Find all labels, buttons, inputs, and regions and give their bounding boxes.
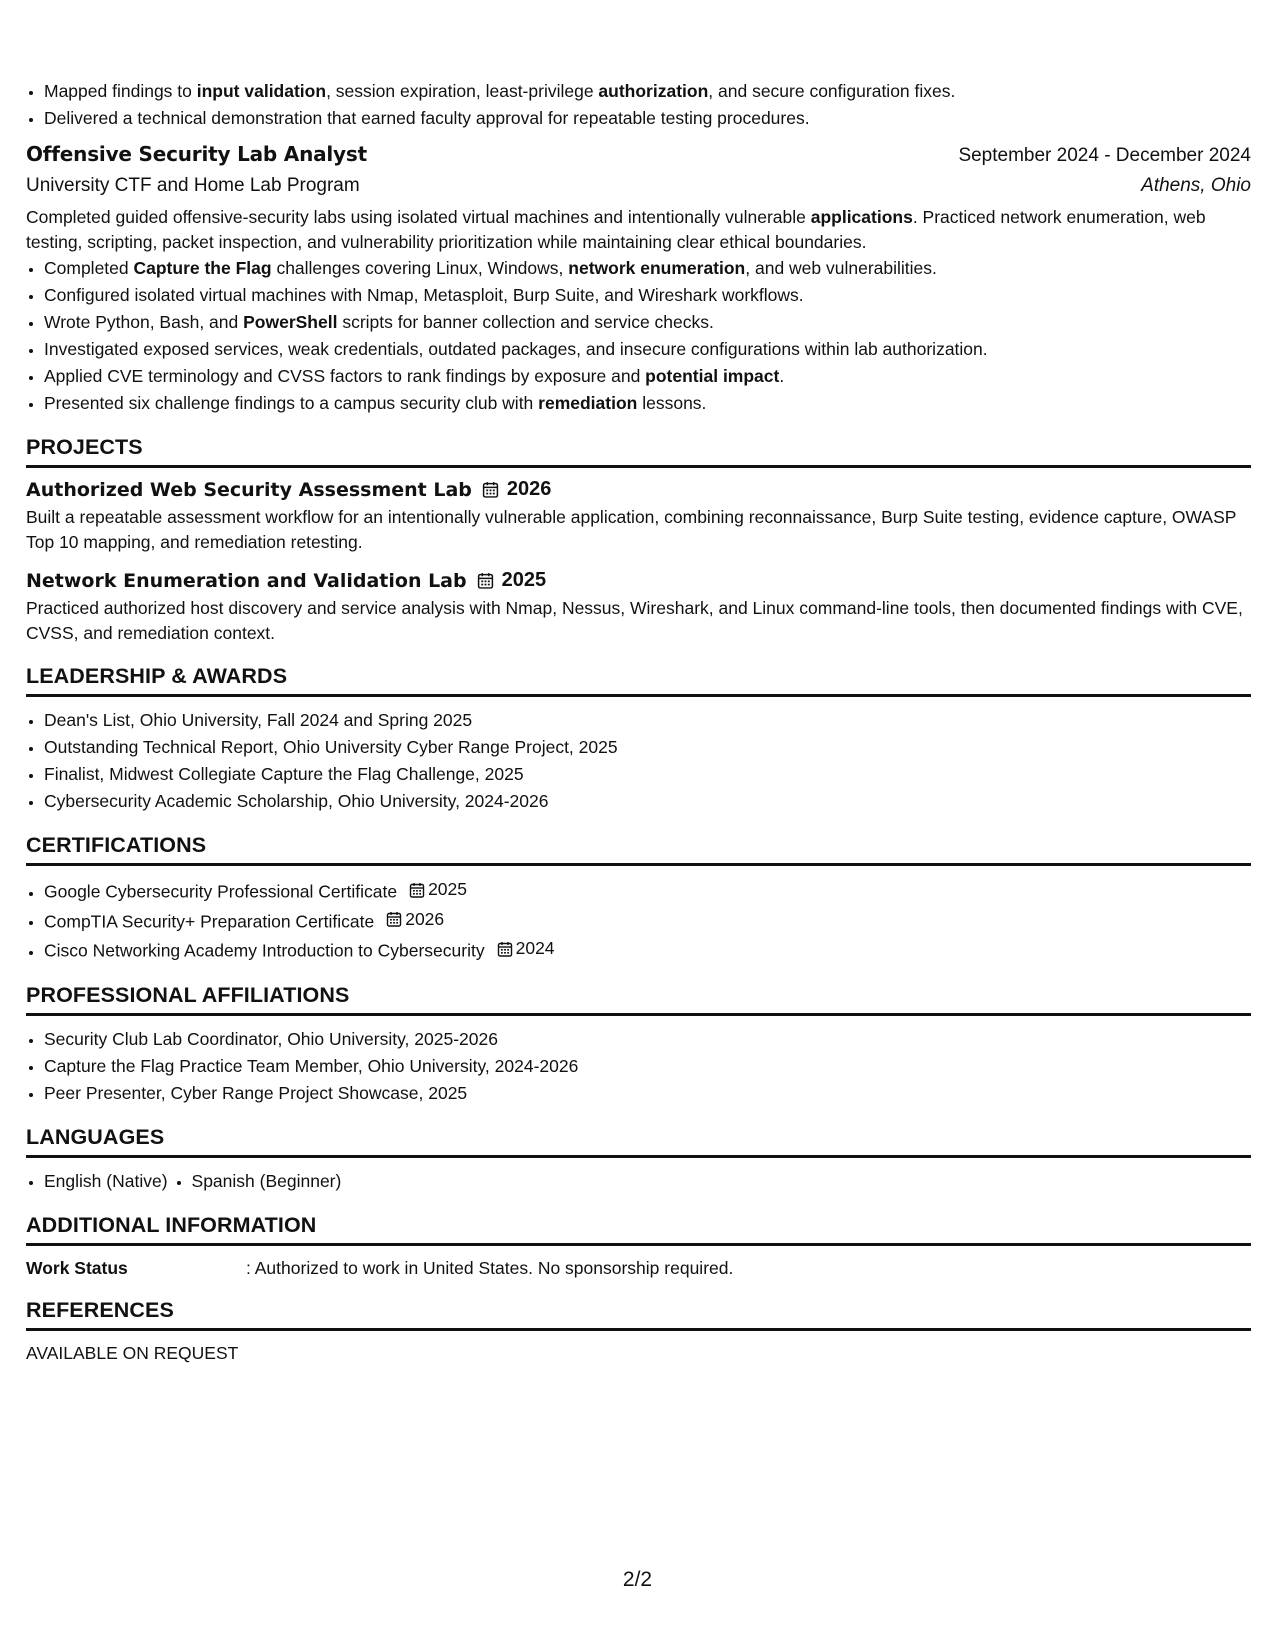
references-section bbox=[26, 1298, 1251, 1365]
project-year: 2026 bbox=[482, 478, 552, 501]
bullet-item: • Applied CVE terminology and CVSS factors to rank findings by exposure and potential impact. bbox=[44, 363, 1251, 390]
page-number: 2/2 bbox=[622, 1568, 653, 1591]
calendar-icon bbox=[477, 572, 494, 589]
projects-section bbox=[26, 435, 1251, 646]
bold-text: PowerShell bbox=[243, 312, 338, 332]
list-item: • Finalist, Midwest Collegiate Capture the Flag Challenge, 2025 bbox=[44, 761, 1251, 788]
job-subheader bbox=[26, 175, 1251, 197]
job-organization: University CTF and Home Lab Program bbox=[26, 175, 360, 196]
languages-list bbox=[26, 1168, 1251, 1195]
project-year: 2025 bbox=[477, 569, 547, 592]
certifications-list bbox=[26, 876, 1251, 965]
calendar-icon bbox=[482, 481, 499, 498]
certification-year: 2024 bbox=[497, 935, 555, 962]
section-title-projects: PROJECTS bbox=[26, 435, 1251, 468]
bold-text: input validation bbox=[196, 81, 327, 101]
certification-item bbox=[44, 876, 1251, 906]
section-title-languages: LANGUAGES bbox=[26, 1125, 1251, 1158]
section-title-certifications: CERTIFICATIONS bbox=[26, 833, 1251, 866]
job-entry bbox=[26, 142, 1251, 417]
job-bullets bbox=[26, 255, 1251, 417]
certification-year: 2025 bbox=[409, 876, 467, 903]
list-item: • Outstanding Technical Report, Ohio University Cyber Range Project, 2025 bbox=[44, 734, 1251, 761]
work-status-value: : Authorized to work in United States. No sponsorship required. bbox=[246, 1257, 734, 1278]
calendar-icon bbox=[497, 941, 513, 957]
bold-text: remediation bbox=[538, 393, 638, 413]
previous-role-bullets bbox=[26, 78, 1251, 132]
bullet-item: • Delivered a technical demonstration that earned faculty approval for repeatable testing procedures. bbox=[44, 105, 1251, 132]
project-item bbox=[26, 478, 1251, 555]
leadership-section bbox=[26, 664, 1251, 815]
job-header bbox=[26, 142, 1251, 167]
leadership-list bbox=[26, 707, 1251, 815]
bullet-item: • Mapped findings to input validation, session expiration, least-privilege authorization, and secure configuration fixes. bbox=[44, 78, 1251, 105]
section-title-references: REFERENCES bbox=[26, 1298, 1251, 1331]
project-header bbox=[26, 478, 1251, 501]
list-item: • Spanish (Beginner) bbox=[192, 1168, 342, 1195]
section-title-affiliations: PROFESSIONAL AFFILIATIONS bbox=[26, 983, 1251, 1016]
project-description: Built a repeatable assessment workflow for an intentionally vulnerable application, combining reconnaissance, Burp Suite testing, evidence capture, OWASP Top 10 mapping, and remediation retesting. bbox=[26, 507, 1237, 552]
job-dates: September 2024 - December 2024 bbox=[958, 145, 1251, 166]
job-title: Offensive Security Lab Analyst bbox=[26, 142, 367, 166]
job-location: Athens, Ohio bbox=[1141, 175, 1251, 196]
work-status-row bbox=[26, 1256, 1251, 1280]
project-name: Network Enumeration and Validation Lab bbox=[26, 569, 467, 592]
bullet-item: • Completed Capture the Flag challenges covering Linux, Windows, network enumeration, and web vulnerabilities. bbox=[44, 255, 1251, 282]
languages-section bbox=[26, 1125, 1251, 1195]
certification-name: Google Cybersecurity Professional Certificate bbox=[44, 881, 398, 902]
project-header bbox=[26, 569, 1251, 592]
bullet-item: • Configured isolated virtual machines with Nmap, Metasploit, Burp Suite, and Wireshark workflows. bbox=[44, 282, 1251, 309]
project-name: Authorized Web Security Assessment Lab bbox=[26, 478, 472, 501]
list-item: • Peer Presenter, Cyber Range Project Showcase, 2025 bbox=[44, 1080, 1251, 1107]
project-description: Practiced authorized host discovery and service analysis with Nmap, Nessus, Wireshark, and Linux command-line tools, then documented findings with CVE, CVSS, and remediation context. bbox=[26, 598, 1243, 643]
bullet-item: • Presented six challenge findings to a campus security club with remediation lessons. bbox=[44, 390, 1251, 417]
bold-text: Capture the Flag bbox=[133, 258, 272, 278]
list-item: • Dean's List, Ohio University, Fall 2024 and Spring 2025 bbox=[44, 707, 1251, 734]
affiliations-section bbox=[26, 983, 1251, 1107]
list-item: • Security Club Lab Coordinator, Ohio University, 2025-2026 bbox=[44, 1026, 1251, 1053]
resume-page bbox=[26, 78, 1251, 1365]
references-text: AVAILABLE ON REQUEST bbox=[26, 1342, 239, 1363]
bold-text: authorization bbox=[598, 81, 709, 101]
section-title-additional: ADDITIONAL INFORMATION bbox=[26, 1213, 1251, 1246]
bold-text: network enumeration bbox=[568, 258, 746, 278]
section-title-leadership: LEADERSHIP & AWARDS bbox=[26, 664, 1251, 697]
project-item bbox=[26, 569, 1251, 646]
work-status-label: Work Status bbox=[26, 1257, 128, 1278]
list-item: • Cybersecurity Academic Scholarship, Ohio University, 2024-2026 bbox=[44, 788, 1251, 815]
certification-item bbox=[44, 935, 1251, 965]
bullet-item: • Investigated exposed services, weak credentials, outdated packages, and insecure configurations within lab authorization. bbox=[44, 336, 1251, 363]
bullet-item: • Wrote Python, Bash, and PowerShell scripts for banner collection and service checks. bbox=[44, 309, 1251, 336]
certification-name: CompTIA Security+ Preparation Certificate bbox=[44, 911, 375, 931]
calendar-icon bbox=[409, 882, 425, 898]
certification-name: Cisco Networking Academy Introduction to Cybersecurity bbox=[44, 940, 485, 961]
certification-year: 2026 bbox=[386, 906, 444, 933]
certification-item bbox=[44, 906, 1251, 936]
bold-text: potential impact bbox=[645, 366, 780, 386]
job-summary: Completed guided offensive-security labs using isolated virtual machines and intentionally vulnerable applications. Practiced network enumeration, web testing, scripting, packet inspection, and vulnerability prioritization while maintaining clear ethical boundaries. bbox=[26, 207, 1206, 252]
certifications-section bbox=[26, 833, 1251, 965]
list-item: • English (Native) bbox=[44, 1168, 168, 1195]
projects-list bbox=[26, 478, 1251, 646]
bold-text: applications bbox=[810, 207, 913, 227]
list-item: • Capture the Flag Practice Team Member, Ohio University, 2024-2026 bbox=[44, 1053, 1251, 1080]
affiliations-list bbox=[26, 1026, 1251, 1107]
additional-section bbox=[26, 1213, 1251, 1280]
calendar-icon bbox=[386, 911, 402, 927]
